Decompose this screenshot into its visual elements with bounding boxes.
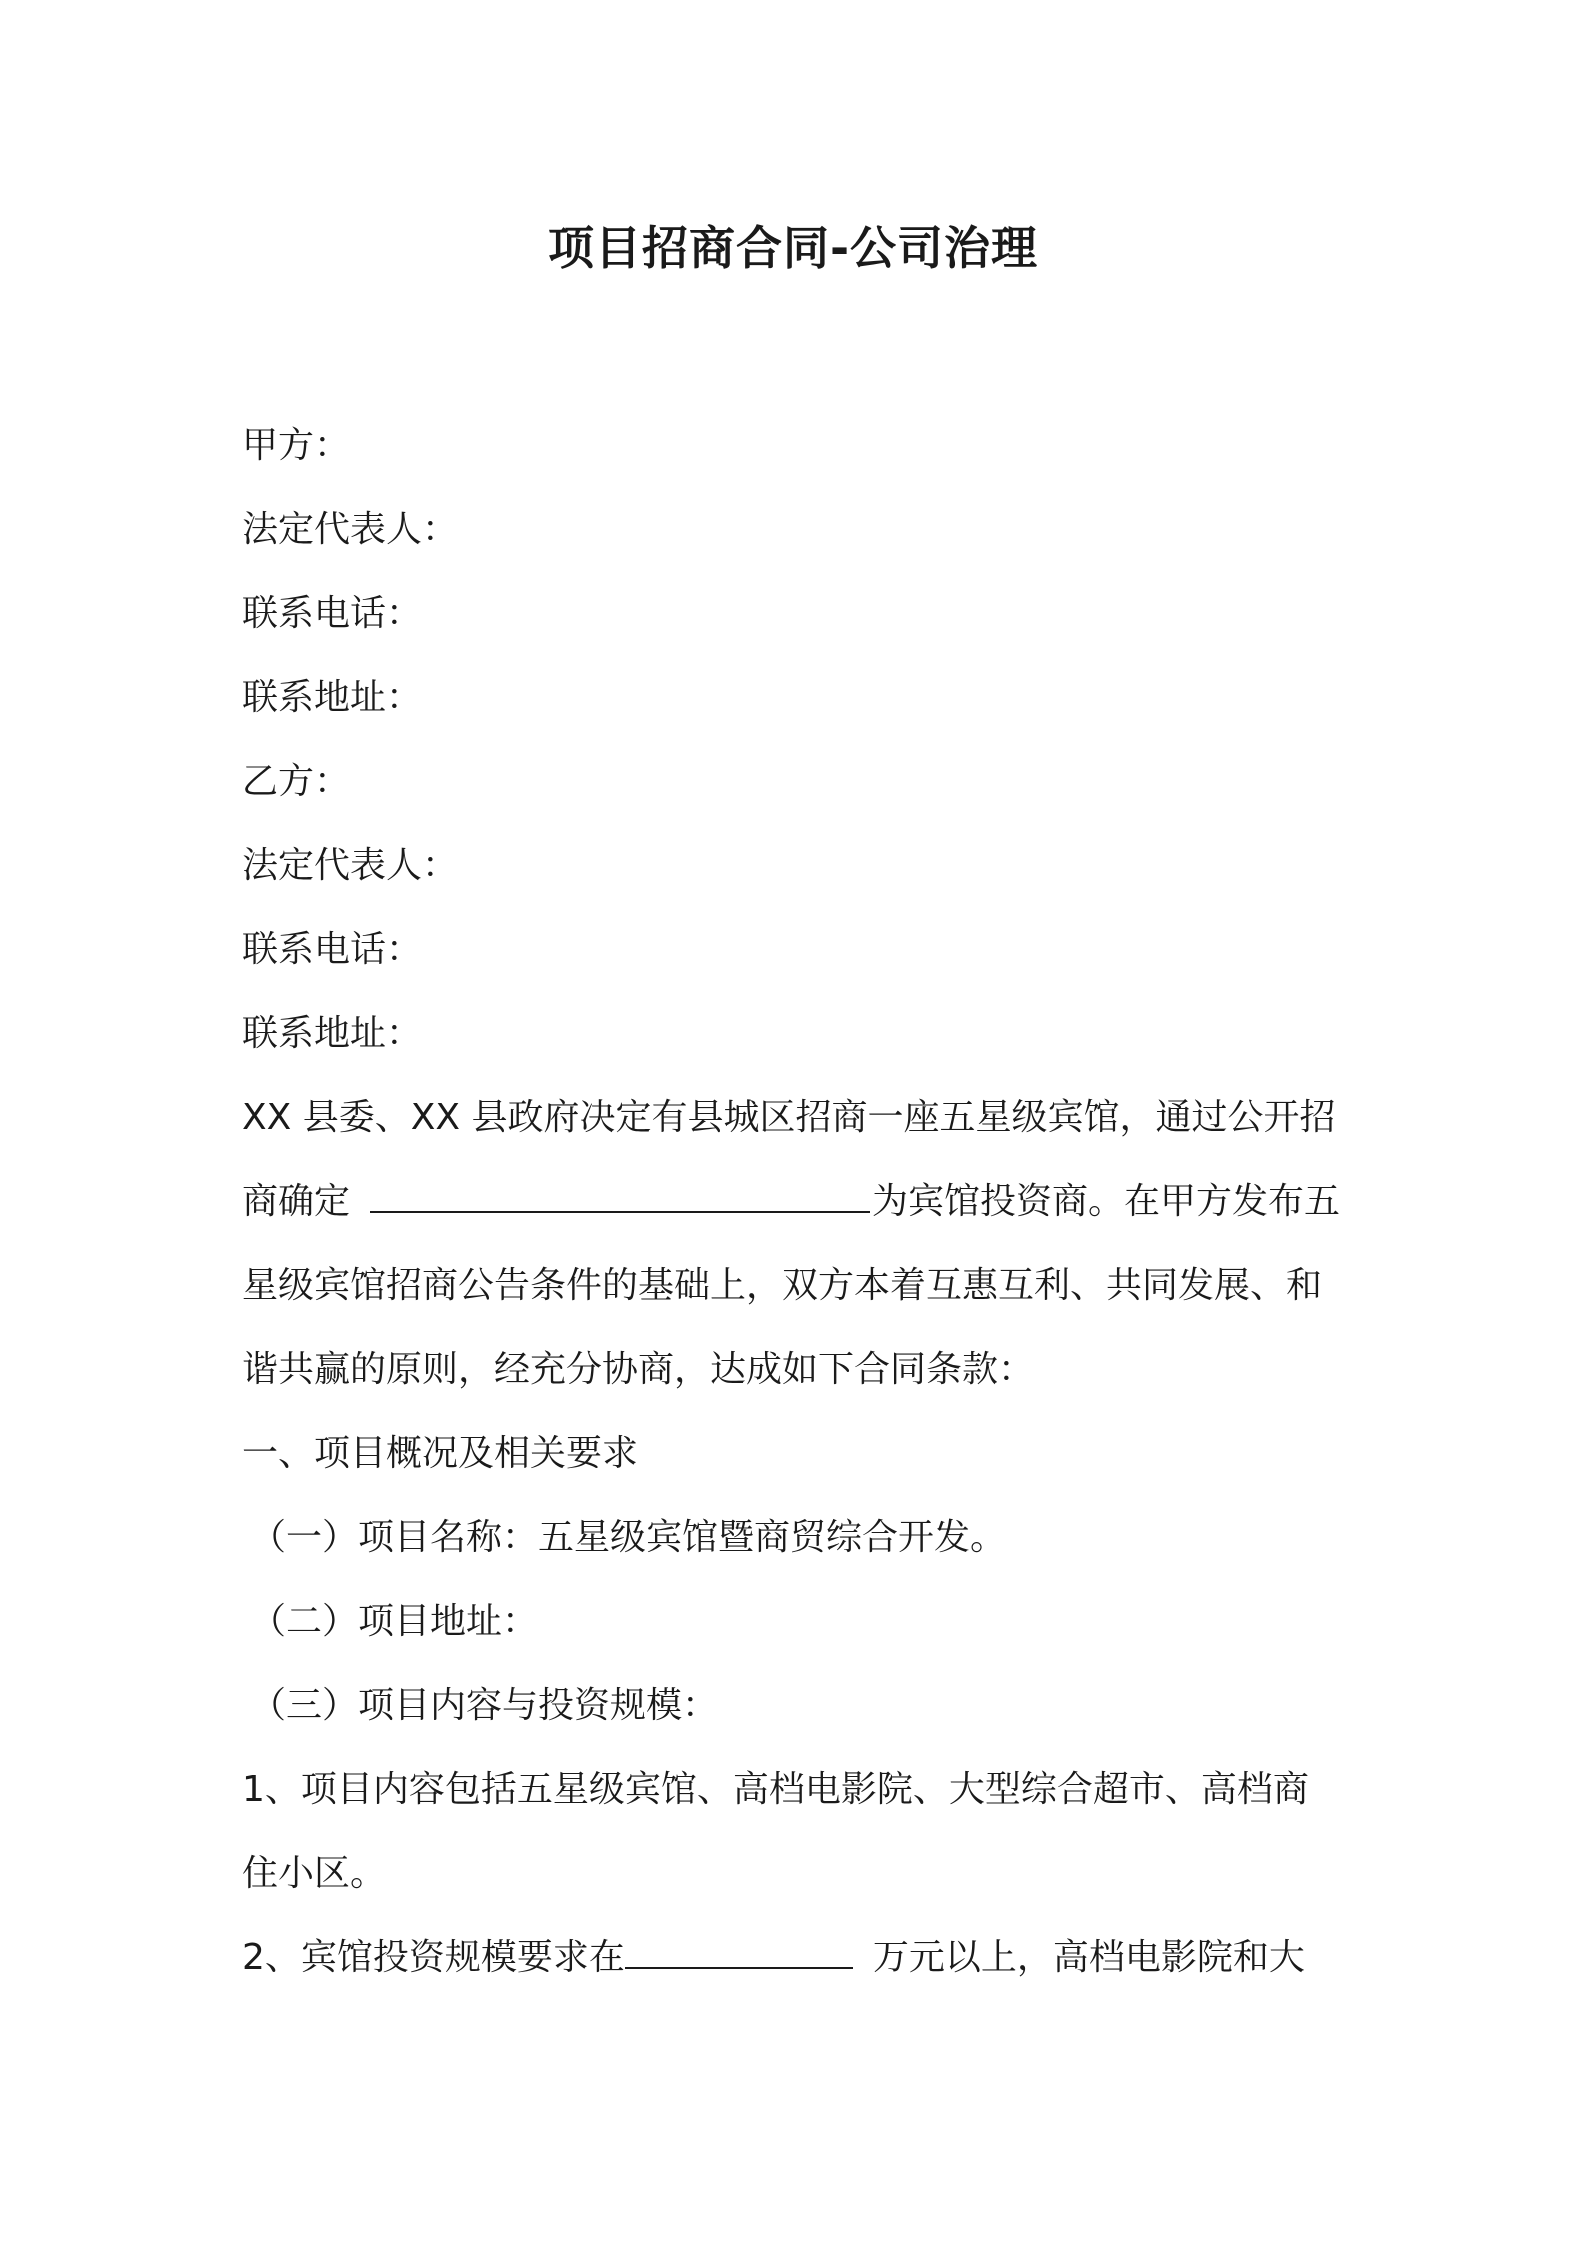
intro-line-2-prefix: 商确定 [242,1181,351,1222]
section-1-item-1: （一）项目名称：五星级宾馆暨商贸综合开发。 [250,1517,1007,1558]
point-1-line-1: 1、项目内容包括五星级宾馆、高档电影院、大型综合超市、高档商 [242,1769,1309,1810]
party-a-rep-label: 法定代表人： [242,509,459,550]
party-b-label: 乙方： [242,761,351,802]
document-body [242,404,1354,2000]
section-1-item-3: （三）项目内容与投资规模： [250,1685,719,1726]
intro-line-1: XX 县委、XX 县政府决定有县城区招商一座五星级宾馆，通过公开招 [242,1097,1336,1138]
party-b-rep-label: 法定代表人： [242,845,459,886]
intro-line-2-suffix: 为宾馆投资商。在甲方发布五 [872,1181,1341,1222]
document-title: 项目招商合同-公司治理 [547,221,1039,275]
intro-line-4: 谐共赢的原则，经充分协商，达成如下合同条款： [242,1349,1035,1390]
investment-amount-blank [625,1927,853,1969]
point-2-line [242,1916,1354,2000]
intro-line-3: 星级宾馆招商公告条件的基础上，双方本着互惠互利、共同发展、和 [242,1265,1323,1306]
party-b-phone-label: 联系电话： [242,929,423,970]
party-a-label: 甲方： [242,425,351,466]
party-a-address-label: 联系地址： [242,677,423,718]
party-b-address-label: 联系地址： [242,1013,423,1054]
investor-name-blank [370,1171,870,1213]
point-2-suffix: 万元以上，高档电影院和大 [872,1937,1305,1978]
section-1-heading: 一、项目概况及相关要求 [242,1433,639,1474]
point-1-line-2: 住小区。 [242,1853,387,1894]
point-2-prefix: 2、宾馆投资规模要求在 [242,1937,625,1978]
party-a-phone-label: 联系电话： [242,593,423,634]
section-1-item-2: （二）项目地址： [250,1601,539,1642]
intro-line-2 [242,1160,1354,1244]
